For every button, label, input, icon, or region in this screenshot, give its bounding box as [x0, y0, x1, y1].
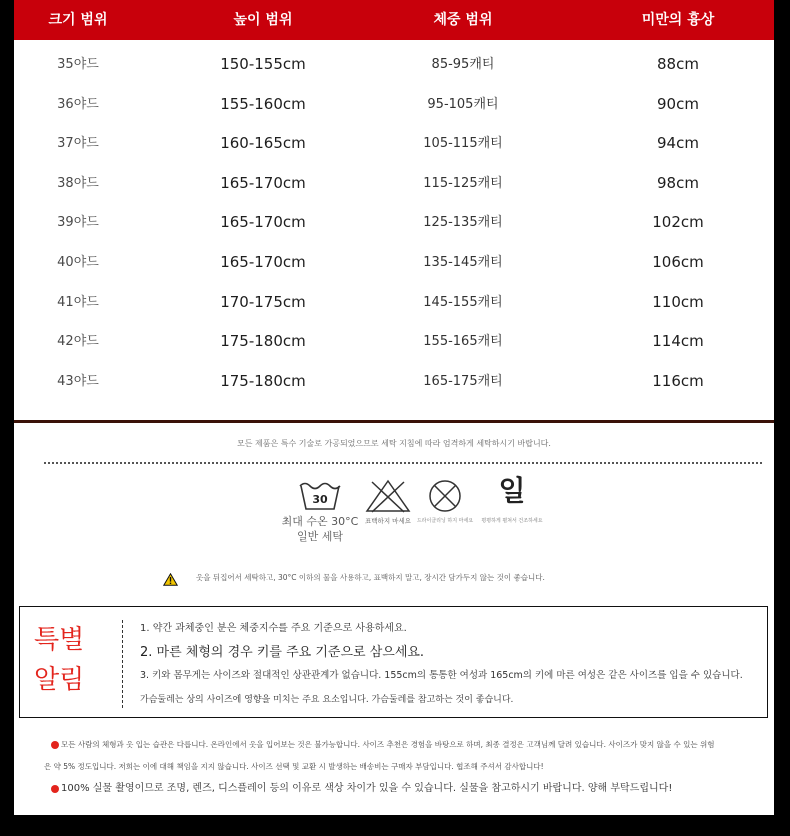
red-dot-icon: [51, 741, 59, 749]
no-bleach-icon: [365, 479, 411, 513]
notice-item-3: 3. 키와 몸무게는 사이즈와 절대적인 상관관계가 없습니다. 155cm의 통통한 여성과 165cm의 키에 마른 여성은 같은 사이즈를 입을 수 있습니다.: [140, 670, 743, 681]
size-cell: 43야드: [57, 373, 99, 389]
notice-item-1: 1. 약간 과체중인 분은 체중지수를 주요 기준으로 사용하세요.: [140, 623, 407, 634]
special-notice-title-line-1: 특별: [34, 625, 85, 655]
height-cell: 175-180cm: [220, 332, 306, 351]
height-cell: 150-155cm: [220, 55, 306, 73]
notice-item-2: 2. 마른 체형의 경우 키를 주요 기준으로 삼으세요.: [140, 645, 425, 660]
size-cell: 42야드: [57, 334, 99, 350]
table-row: [14, 322, 774, 362]
size-cell: 41야드: [57, 294, 99, 310]
wash-label-line-1: 최대 수온 30°C: [281, 515, 359, 528]
bust-cell: 94cm: [657, 134, 699, 153]
weight-cell: 145-155캐티: [423, 294, 503, 310]
table-row: [14, 283, 774, 323]
header-weight-range: 체중 범위: [433, 12, 493, 28]
bust-cell: 98cm: [657, 173, 699, 192]
height-cell: 155-160cm: [220, 94, 306, 113]
height-cell: 165-170cm: [220, 213, 306, 232]
size-cell: 35야드: [57, 57, 99, 72]
care-and-notice-section: [14, 423, 774, 815]
size-cell: 37야드: [57, 136, 99, 152]
no-dry-clean-label: 드라이클리닝 하지 마세요: [416, 518, 474, 524]
bust-cell: 102cm: [652, 213, 704, 232]
weight-cell: 85-95캐티: [431, 57, 495, 72]
notice-item-4: 가슴둘레는 상의 사이즈에 영향을 미치는 주요 요소입니다. 가슴둘레를 참고하는 것이 좋습니다.: [140, 695, 514, 705]
footer-note-1-line-2: 은 약 5% 정도입니다. 저희는 이에 대해 책임을 지지 않습니다. 사이즈 선택 및 교환 시 발생하는 배송비는 구매자 부담입니다. 협조해 주셔서 감사합니다!: [44, 762, 544, 771]
wash-label-line-2: 일반 세탁: [296, 530, 343, 543]
weight-cell: 95-105캐티: [427, 96, 499, 112]
weight-cell: 135-145캐티: [423, 254, 503, 270]
bust-cell: 88cm: [657, 55, 699, 73]
wash-temperature-value: 30: [312, 493, 328, 506]
footer-note-2: 100% 실물 촬영이므로 조명, 렌즈, 디스플레이 등의 이유로 색상 차이가 있을 수 있습니다. 실물을 참고하시기 바랍니다. 양해 부탁드립니다!: [61, 783, 673, 794]
dotted-divider: [44, 462, 762, 464]
il-symbol-icon: 일: [498, 474, 526, 507]
bust-cell: 116cm: [652, 371, 704, 390]
footer-note-1-line-1: 모든 사람의 체형과 옷 입는 습관은 다릅니다. 온라인에서 옷을 입어보는 것은 불가능합니다. 사이즈 추천은 경험을 바탕으로 하며, 최종 결정은 고객님께 달려 있습니다. 사이즈가 맞지 않을 수 있는 위험: [61, 740, 715, 749]
height-cell: 170-175cm: [220, 292, 306, 311]
no-dry-clean-icon: [428, 479, 462, 513]
bust-cell: 110cm: [652, 292, 704, 311]
table-row: [14, 45, 774, 85]
size-table-header: [14, 0, 774, 40]
size-table-rows: [14, 45, 774, 401]
header-height-range: 높이 범위: [233, 12, 293, 28]
table-row: [14, 85, 774, 125]
size-table-body: [14, 40, 774, 420]
height-cell: 165-170cm: [220, 252, 306, 271]
special-notice-title-line-2: 알림: [34, 665, 85, 695]
weight-cell: 165-175캐티: [423, 373, 503, 389]
il-symbol-label: 평평하게 펼쳐서 건조하세요: [481, 518, 543, 524]
table-row: [14, 124, 774, 164]
warning-triangle-icon: [163, 571, 178, 584]
size-cell: 39야드: [57, 215, 99, 231]
header-bust: 미만의 흉상: [641, 12, 715, 28]
table-row: [14, 362, 774, 402]
weight-cell: 125-135캐티: [423, 215, 503, 231]
weight-cell: 115-125캐티: [423, 175, 503, 191]
weight-cell: 105-115캐티: [423, 136, 503, 152]
no-bleach-label: 표백하지 마세요: [364, 517, 412, 525]
header-size-range: 크기 범위: [48, 12, 108, 28]
bust-cell: 106cm: [652, 252, 704, 271]
bust-cell: 114cm: [652, 332, 704, 351]
weight-cell: 155-165캐티: [423, 334, 503, 350]
dashed-separator: [122, 620, 123, 708]
table-row: [14, 203, 774, 243]
warning-text: 옷을 뒤집어서 세탁하고, 30°C 이하의 물을 사용하고, 표백하지 말고, 장시간 담가두지 않는 것이 좋습니다.: [196, 573, 545, 582]
size-cell: 40야드: [57, 254, 99, 270]
table-row: [14, 164, 774, 204]
special-notice-box: [19, 606, 768, 718]
size-cell: 38야드: [57, 175, 99, 191]
height-cell: 175-180cm: [220, 371, 306, 390]
size-cell: 36야드: [57, 96, 99, 112]
wash-30-icon: [298, 478, 342, 512]
special-notice-title: [34, 620, 84, 700]
table-row: [14, 243, 774, 283]
size-chart-page: [14, 0, 774, 815]
height-cell: 160-165cm: [220, 134, 306, 153]
red-dot-icon: [51, 785, 59, 793]
care-notice-text: 모든 제품은 특수 기술로 가공되었으므로 세탁 지침에 따라 엄격하게 세탁하시기 바랍니다.: [237, 439, 551, 448]
bust-cell: 90cm: [657, 94, 699, 113]
height-cell: 165-170cm: [220, 173, 306, 192]
